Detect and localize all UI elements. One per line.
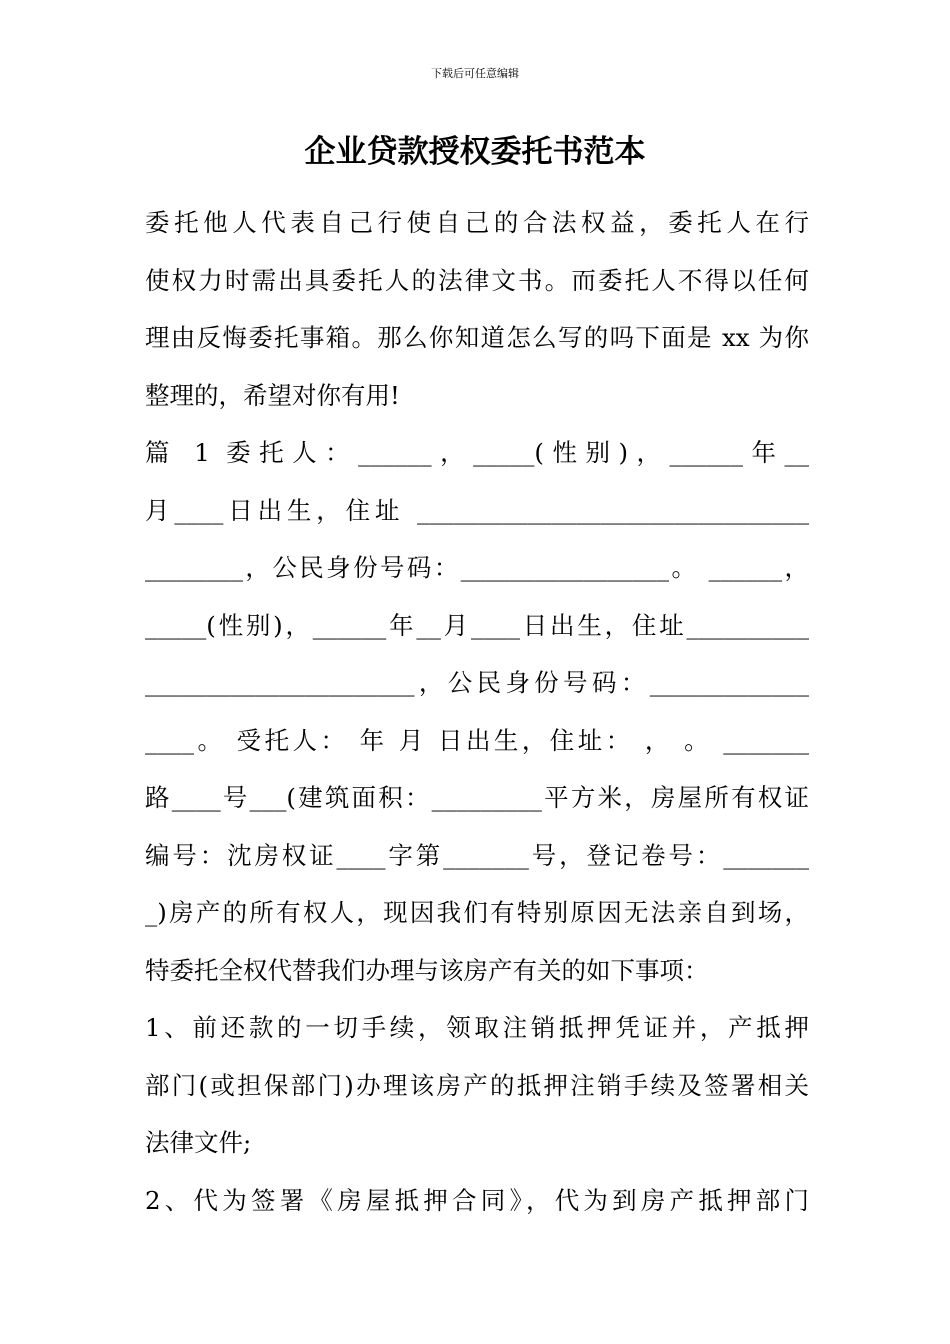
body-line: 1、前还款的一切手续，领取注销抵押凭证并，产抵押: [145, 1013, 809, 1042]
body-line: 理由反悔委托事箱。那么你知道怎么写的吗下面是 xx 为你: [145, 323, 809, 352]
body-line: _)房产的所有权人，现因我们有特别原因无法亲自到场，: [145, 898, 809, 927]
body-line: 委托他人代表自己行使自己的合法权益，委托人在行: [145, 208, 809, 237]
body-line: 法律文件;: [145, 1128, 252, 1157]
document-title: 企业贷款授权委托书范本: [304, 134, 646, 170]
body-line: 篇 1 委托人：______，_____(性别)，______年__: [145, 438, 809, 467]
body-line: _____(性别)，______年__月____日出生，住址__________: [145, 610, 809, 640]
header-note: 下载后可任意编辑: [431, 67, 519, 80]
body-line: ________，公民身份号码：_________________。 ______，: [145, 553, 809, 582]
body-line: 使权力时需出具委托人的法律文书。而委托人不得以任何: [145, 265, 809, 295]
body-line: 路____号___(建筑面积：_________平方米，房屋所有权证: [145, 783, 809, 812]
body-line: 部门(或担保部门)办理该房产的抵押注销手续及签署相关: [145, 1070, 809, 1100]
body-line: 月____日出生，住址 ________________________________: [145, 495, 809, 525]
body-line: ______________________，公民身份号码：_____________: [145, 668, 809, 697]
body-line: 2、代为签署《房屋抵押合同》，代为到房产抵押部门: [145, 1185, 809, 1215]
body-line: 编号：沈房权证____字第_______号，登记卷号：_______: [145, 840, 809, 870]
body-line: 特委托全权代替我们办理与该房产有关的如下事项：: [145, 955, 709, 985]
document-body: [145, 194, 809, 1229]
body-line: 整理的，希望对你有用!: [145, 380, 400, 410]
body-line: ____。 受托人： 年 月 日出生，住址： ， 。 _______: [145, 725, 809, 755]
